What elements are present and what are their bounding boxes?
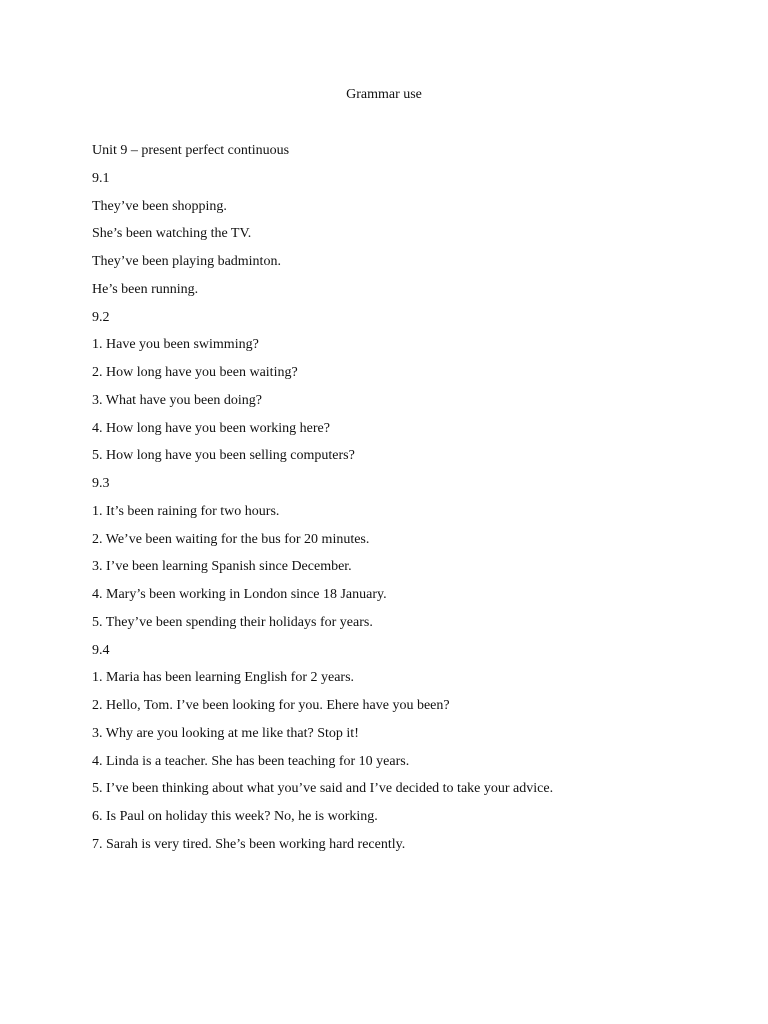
answer-line: 5. They’ve been spending their holidays for years. — [92, 614, 373, 630]
answer-line: 3. Why are you looking at me like that? Stop it! — [92, 725, 359, 741]
answer-line: 1. Maria has been learning English for 2 years. — [92, 670, 355, 686]
section-number: 9.1 — [92, 170, 110, 186]
answer-line: He’s been running. — [92, 281, 199, 297]
answer-line: 1. Have you been swimming? — [92, 337, 259, 353]
answer-line: 6. Is Paul on holiday this week? No, he is working. — [92, 809, 378, 824]
section-number: 9.4 — [92, 642, 110, 658]
document-title: Grammar use — [346, 87, 422, 102]
answer-line: 4. Mary’s been working in London since 18 January. — [92, 587, 387, 602]
section-number: 9.2 — [92, 309, 110, 325]
answer-line: 4. How long have you been working here? — [92, 420, 330, 436]
answer-line: 5. I’ve been thinking about what you’ve said and I’ve decided to take your advice. — [92, 781, 554, 797]
answer-line: 2. Hello, Tom. I’ve been looking for you. Ehere have you been? — [92, 698, 450, 713]
answer-line: 4. Linda is a teacher. She has been teaching for 10 years. — [92, 753, 410, 769]
answer-line: 2. How long have you been waiting? — [92, 365, 298, 380]
answer-line: 1. It’s been raining for two hours. — [92, 503, 280, 519]
document-body — [92, 141, 732, 863]
answer-line: 5. How long have you been selling computers? — [92, 448, 355, 464]
answer-line: They’ve been shopping. — [92, 198, 227, 214]
unit-heading: Unit 9 – present perfect continuous — [92, 143, 290, 158]
section-number: 9.3 — [92, 476, 110, 491]
answer-line: They’ve been playing badminton. — [92, 254, 281, 269]
answer-line: 7. Sarah is very tired. She’s been working hard recently. — [92, 836, 406, 852]
answer-line: 3. What have you been doing? — [92, 392, 263, 408]
answer-line: 2. We’ve been waiting for the bus for 20 minutes. — [92, 531, 370, 547]
answer-line: She’s been watching the TV. — [92, 226, 252, 242]
answer-line: 3. I’ve been learning Spanish since December. — [92, 559, 352, 575]
